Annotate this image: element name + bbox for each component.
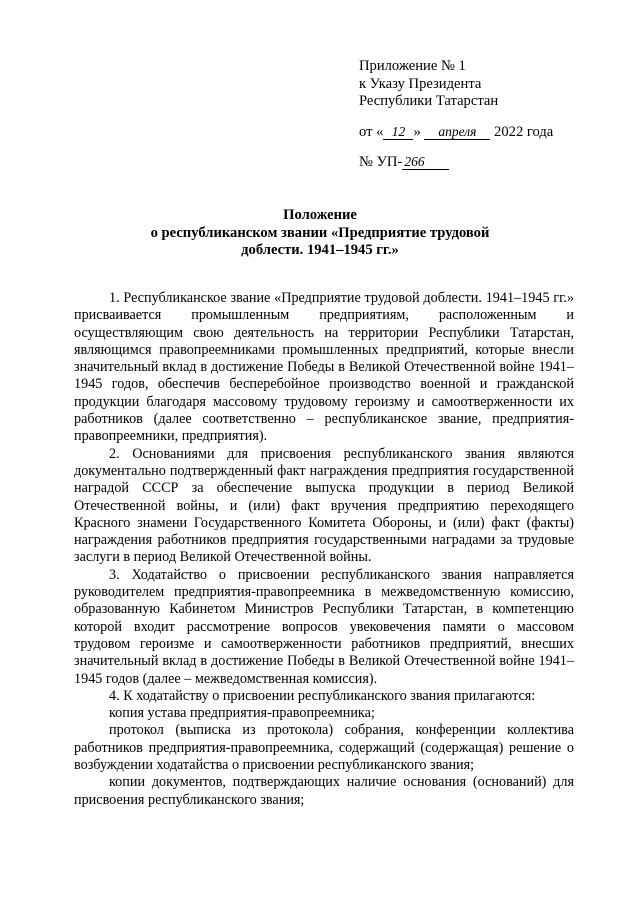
appendix-date	[359, 124, 553, 142]
date-month: апреля	[424, 125, 490, 140]
title-line-1: Положение	[283, 207, 357, 223]
paragraph-2: 2. Основаниями для присвоения республиканского звания являются документально подтвержденный факт награждения предприятия государственной наградой СССР за обеспечение выпуска продукции в период Великой Отечественной войны, и (или) факт вручения предприятию переходящего Красного знамени Государственного Комитета Обороны, и (или) факт (факты) награждения работников предприятия государственными наградами за трудовые заслуги в период Великой Отечественной войны.	[74, 445, 574, 566]
date-day: 12	[383, 125, 413, 140]
paragraph-1: 1. Республиканское звание «Предприятие трудовой доблести. 1941–1945 гг.» присваивается промышленным предприятиям, расположенным и осуществляющим свою деятельность на территории Республики Татарстан, являющимся правопреемниками промышленных предприятий, которые внесли значительный вклад в достижение Победы в Великой Отечественной войне 1941–1945 годов, обеспечив бесперебойное производство военной и гражданской продукции благодаря массовому трудовому героизму и самоотверженности их работников (далее соответственно – республиканское звание, предприятия-правопреемники, предприятия).	[74, 290, 574, 445]
title-line-3: доблести. 1941–1945 гг.»	[241, 242, 399, 258]
appendix-line-2: к Указу Президента	[359, 75, 482, 92]
appendix-header	[359, 58, 553, 172]
list-item-documents: копии документов, подтверждающих наличие основания (оснований) для присвоения республиканского звания;	[74, 774, 574, 808]
number-value: 266	[402, 155, 449, 170]
paragraph-4: 4. К ходатайству о присвоении республиканского звания прилагаются:	[109, 687, 536, 704]
appendix-line-1: Приложение № 1	[359, 58, 466, 74]
document-title	[60, 207, 580, 260]
appendix-number	[359, 154, 553, 172]
document-body	[74, 290, 574, 809]
paragraph-3: 3. Ходатайство о присвоении республиканского звания направляется руководителем предприятия-правопреемника в межведомственную комиссию, образованную Кабинетом Министров Республики Татарстан, в компетенцию которой входит рассмотрение вопросов увековечения памяти о массовом трудовом героизме и самоотверженности работников предприятий, внесших значительный вклад в достижение Победы в Великой Отечественной войне 1941–1945 годов (далее – межведомственная комиссия).	[74, 566, 574, 687]
appendix-spacer-2	[359, 141, 553, 154]
list-item-protocol: протокол (выписка из протокола) собрания, конференции коллектива работников предприятия-правопреемника, содержащий (содержащая) решение о возбуждении ходатайства о присвоении республиканского звания;	[74, 722, 574, 774]
date-mid: »	[413, 123, 421, 140]
date-year: 2022 года	[494, 123, 554, 140]
appendix-spacer	[359, 111, 553, 124]
list-item-charter: копия устава предприятия-правопреемника;	[109, 705, 375, 722]
date-prefix: от «	[359, 123, 384, 140]
appendix-line-3: Республики Татарстан	[359, 93, 499, 109]
title-line-2: о республиканском звании «Предприятие трудовой	[150, 224, 490, 241]
number-prefix: № УП-	[359, 154, 403, 170]
